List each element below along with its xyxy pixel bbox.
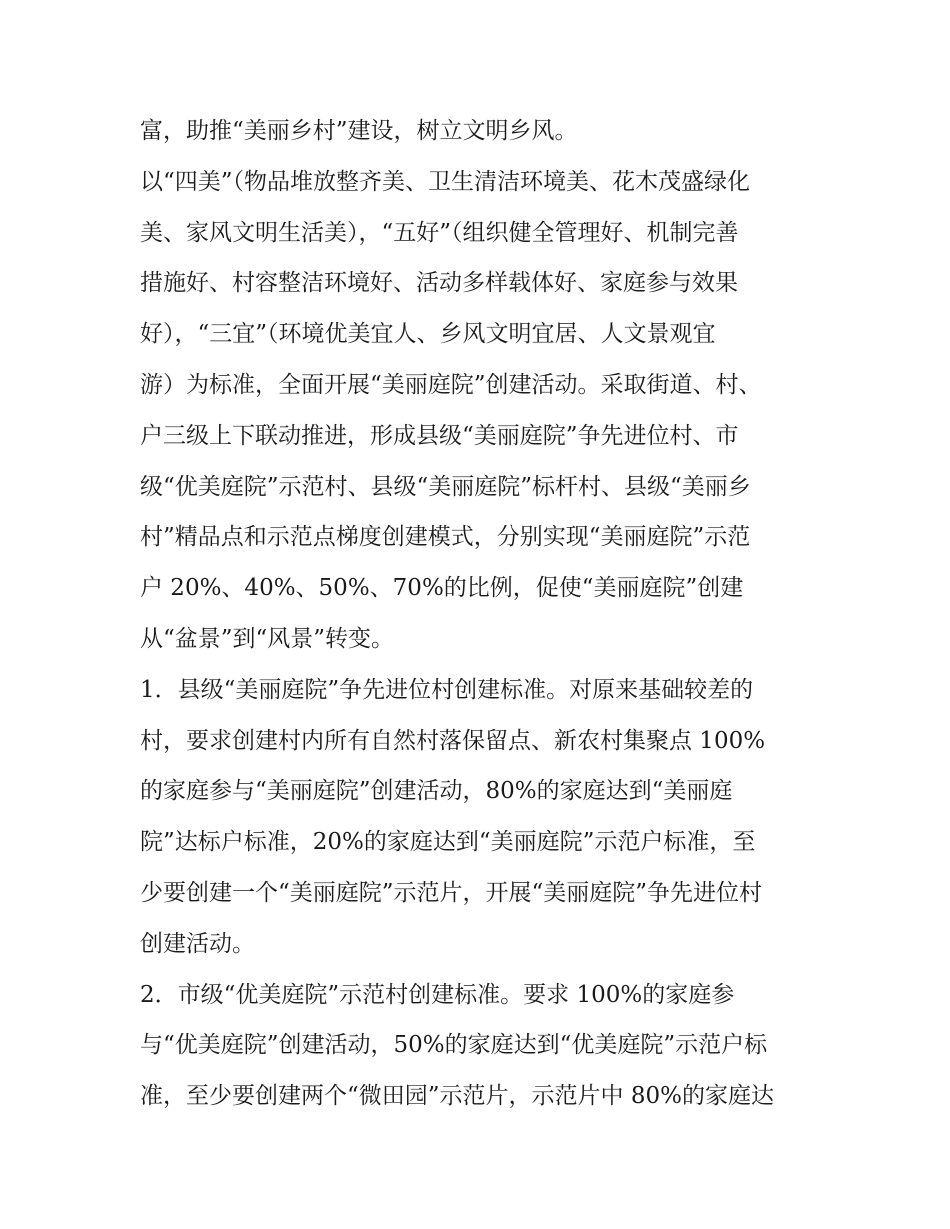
text-line: 院”达标户标准，20%的家庭达到“美丽庭院”示范户标准，至: [140, 829, 756, 856]
text-line: 1．县级“美丽庭院”争先进位村创建标准。对原来基础较差的: [140, 676, 754, 703]
text-line: 与“优美庭院”创建活动，50%的家庭达到“优美庭院”示范户标: [140, 1032, 768, 1059]
text-line: 游）为标准，全面开展“美丽庭院”创建活动。采取街道、村、: [140, 371, 762, 398]
text-line: 少要创建一个“美丽庭院”示范片，开展“美丽庭院”争先进位村: [140, 879, 763, 906]
text-line: 好），“三宜”（环境优美宜人、乡风文明宜居、人文景观宜: [140, 321, 716, 348]
text-line: 村”精品点和示范点梯度创建模式，分别实现“美丽庭院”示范: [140, 524, 751, 551]
text-line: 从“盆景”到“风景”转变。: [140, 625, 395, 652]
text-line: 创建活动。: [140, 930, 255, 957]
text-line: 2．市级“优美庭院”示范村创建标准。要求 100%的家庭参: [140, 981, 735, 1008]
text-line: 的家庭参与“美丽庭院”创建活动，80%的家庭达到“美丽庭: [140, 778, 733, 805]
text-line: 准，至少要创建两个“微田园”示范片，示范片中 80%的家庭达: [140, 1083, 774, 1110]
text-line: 村，要求创建村内所有自然村落保留点、新农村集聚点 100%: [140, 727, 766, 754]
text-line: 美、家风文明生活美），“五好”（组织健全管理好、机制完善: [140, 219, 739, 246]
text-line: 户三级上下联动推进，形成县级“美丽庭院”争先进位村、市: [140, 422, 739, 449]
text-line: 措施好、村容整洁环境好、活动多样载体好、家庭参与效果: [140, 270, 738, 297]
text-line: 以“四美”（物品堆放整齐美、卫生清洁环境美、花木茂盛绿化: [140, 168, 751, 195]
text-line: 级“优美庭院”示范村、县级“美丽庭院”标杆村、县级“美丽乡: [140, 473, 751, 500]
text-line: 户 20%、40%、50%、70%的比例，促使“美丽庭院”创建: [140, 575, 744, 602]
text-line: 富，助推“美丽乡村”建设，树立文明乡风。: [140, 118, 578, 144]
document-body: [140, 106, 830, 1122]
